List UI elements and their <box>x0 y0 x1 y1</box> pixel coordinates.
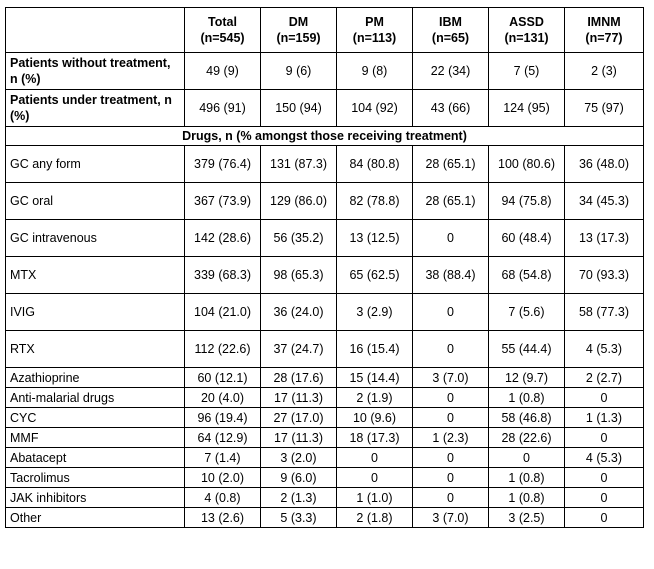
table-cell: 3 (2.9) <box>337 294 413 331</box>
table-cell: 2 (3) <box>565 53 644 90</box>
table-cell: 104 (92) <box>337 90 413 127</box>
table-cell: 4 (5.3) <box>565 448 644 468</box>
table-cell: 0 <box>565 428 644 448</box>
table-cell: 112 (22.6) <box>185 331 261 368</box>
table-row <box>6 183 644 220</box>
table-cell: 1 (0.8) <box>489 488 565 508</box>
table-cell: 70 (93.3) <box>565 257 644 294</box>
table-cell: 0 <box>413 408 489 428</box>
table-cell: 37 (24.7) <box>261 331 337 368</box>
table-cell: 104 (21.0) <box>185 294 261 331</box>
table-cell: 65 (62.5) <box>337 257 413 294</box>
table-cell: 4 (5.3) <box>565 331 644 368</box>
table-row <box>6 331 644 368</box>
row-label: GC any form <box>6 146 185 183</box>
table-row <box>6 388 644 408</box>
table-cell: 339 (68.3) <box>185 257 261 294</box>
row-label: RTX <box>6 331 185 368</box>
table-cell: 20 (4.0) <box>185 388 261 408</box>
section-header-row <box>6 127 644 146</box>
table-row-without-treatment <box>6 53 644 90</box>
row-label: Abatacept <box>6 448 185 468</box>
table-cell: 10 (2.0) <box>185 468 261 488</box>
table-cell: 36 (24.0) <box>261 294 337 331</box>
header-assd: ASSD (n=131) <box>489 8 565 53</box>
table-row <box>6 294 644 331</box>
table-cell: 98 (65.3) <box>261 257 337 294</box>
table-cell: 3 (2.5) <box>489 508 565 528</box>
table-cell: 3 (2.0) <box>261 448 337 468</box>
table-cell: 17 (11.3) <box>261 428 337 448</box>
header-imnm: IMNM (n=77) <box>565 8 644 53</box>
table-cell: 60 (48.4) <box>489 220 565 257</box>
table-row <box>6 257 644 294</box>
table-cell: 27 (17.0) <box>261 408 337 428</box>
row-label: Tacrolimus <box>6 468 185 488</box>
table-cell: 367 (73.9) <box>185 183 261 220</box>
table-cell: 0 <box>413 294 489 331</box>
table-cell: 56 (35.2) <box>261 220 337 257</box>
table-cell: 0 <box>413 488 489 508</box>
table-cell: 1 (0.8) <box>489 388 565 408</box>
table-cell: 58 (46.8) <box>489 408 565 428</box>
table-cell: 0 <box>565 508 644 528</box>
table-cell: 3 (7.0) <box>413 368 489 388</box>
table-cell: 0 <box>489 448 565 468</box>
table-cell: 7 (5.6) <box>489 294 565 331</box>
header-pm: PM (n=113) <box>337 8 413 53</box>
table-cell: 100 (80.6) <box>489 146 565 183</box>
treatment-table <box>5 7 644 528</box>
table-cell: 9 (6.0) <box>261 468 337 488</box>
table-cell: 15 (14.4) <box>337 368 413 388</box>
header-dm: DM (n=159) <box>261 8 337 53</box>
table-cell: 0 <box>413 448 489 468</box>
table-cell: 17 (11.3) <box>261 388 337 408</box>
table-row <box>6 408 644 428</box>
table-row <box>6 428 644 448</box>
row-label: IVIG <box>6 294 185 331</box>
table-cell: 60 (12.1) <box>185 368 261 388</box>
table-cell: 16 (15.4) <box>337 331 413 368</box>
table-row <box>6 488 644 508</box>
header-ibm: IBM (n=65) <box>413 8 489 53</box>
table-cell: 58 (77.3) <box>565 294 644 331</box>
table-cell: 2 (2.7) <box>565 368 644 388</box>
table-cell: 1 (1.3) <box>565 408 644 428</box>
table-cell: 7 (5) <box>489 53 565 90</box>
table-cell: 75 (97) <box>565 90 644 127</box>
table-cell: 0 <box>413 388 489 408</box>
table-cell: 13 (2.6) <box>185 508 261 528</box>
table-row <box>6 146 644 183</box>
row-label: JAK inhibitors <box>6 488 185 508</box>
table-cell: 0 <box>337 448 413 468</box>
row-label: MTX <box>6 257 185 294</box>
table-cell: 82 (78.8) <box>337 183 413 220</box>
table-cell: 68 (54.8) <box>489 257 565 294</box>
table-cell: 18 (17.3) <box>337 428 413 448</box>
row-label: MMF <box>6 428 185 448</box>
table-cell: 34 (45.3) <box>565 183 644 220</box>
table-cell: 4 (0.8) <box>185 488 261 508</box>
header-row <box>6 8 644 53</box>
table-cell: 496 (91) <box>185 90 261 127</box>
header-total: Total (n=545) <box>185 8 261 53</box>
row-label: Azathioprine <box>6 368 185 388</box>
table-row <box>6 220 644 257</box>
table-cell: 64 (12.9) <box>185 428 261 448</box>
table-cell: 0 <box>565 388 644 408</box>
table-cell: 94 (75.8) <box>489 183 565 220</box>
table-cell: 3 (7.0) <box>413 508 489 528</box>
table-cell: 1 (1.0) <box>337 488 413 508</box>
table-cell: 0 <box>413 331 489 368</box>
table-cell: 142 (28.6) <box>185 220 261 257</box>
table-row <box>6 468 644 488</box>
table-cell: 12 (9.7) <box>489 368 565 388</box>
table-cell: 13 (12.5) <box>337 220 413 257</box>
table-cell: 96 (19.4) <box>185 408 261 428</box>
row-label: CYC <box>6 408 185 428</box>
header-blank-cell <box>6 8 185 53</box>
table-row <box>6 448 644 468</box>
table-cell: 0 <box>565 488 644 508</box>
row-label: Anti-malarial drugs <box>6 388 185 408</box>
table-cell: 0 <box>337 468 413 488</box>
table-cell: 28 (17.6) <box>261 368 337 388</box>
table-row-under-treatment <box>6 90 644 127</box>
treatment-table-container <box>5 7 644 528</box>
table-cell: 124 (95) <box>489 90 565 127</box>
table-cell: 36 (48.0) <box>565 146 644 183</box>
table-cell: 379 (76.4) <box>185 146 261 183</box>
table-cell: 49 (9) <box>185 53 261 90</box>
table-cell: 43 (66) <box>413 90 489 127</box>
section-title: Drugs, n (% amongst those receiving treatment) <box>6 127 644 146</box>
row-label: Patients without treatment, n (%) <box>6 53 185 90</box>
table-cell: 10 (9.6) <box>337 408 413 428</box>
table-cell: 129 (86.0) <box>261 183 337 220</box>
row-label: GC oral <box>6 183 185 220</box>
table-cell: 28 (65.1) <box>413 183 489 220</box>
table-cell: 1 (0.8) <box>489 468 565 488</box>
table-cell: 28 (65.1) <box>413 146 489 183</box>
table-cell: 2 (1.3) <box>261 488 337 508</box>
table-cell: 1 (2.3) <box>413 428 489 448</box>
table-cell: 9 (6) <box>261 53 337 90</box>
table-cell: 150 (94) <box>261 90 337 127</box>
table-cell: 22 (34) <box>413 53 489 90</box>
table-cell: 7 (1.4) <box>185 448 261 468</box>
table-row <box>6 368 644 388</box>
table-cell: 0 <box>565 468 644 488</box>
table-cell: 55 (44.4) <box>489 331 565 368</box>
table-row <box>6 508 644 528</box>
row-label: Patients under treatment, n (%) <box>6 90 185 127</box>
table-cell: 5 (3.3) <box>261 508 337 528</box>
table-cell: 38 (88.4) <box>413 257 489 294</box>
drug-rows <box>6 146 644 528</box>
table-cell: 84 (80.8) <box>337 146 413 183</box>
table-cell: 2 (1.9) <box>337 388 413 408</box>
table-cell: 0 <box>413 220 489 257</box>
table-cell: 28 (22.6) <box>489 428 565 448</box>
table-cell: 2 (1.8) <box>337 508 413 528</box>
table-cell: 0 <box>413 468 489 488</box>
row-label: GC intravenous <box>6 220 185 257</box>
row-label: Other <box>6 508 185 528</box>
table-cell: 131 (87.3) <box>261 146 337 183</box>
table-cell: 9 (8) <box>337 53 413 90</box>
table-cell: 13 (17.3) <box>565 220 644 257</box>
